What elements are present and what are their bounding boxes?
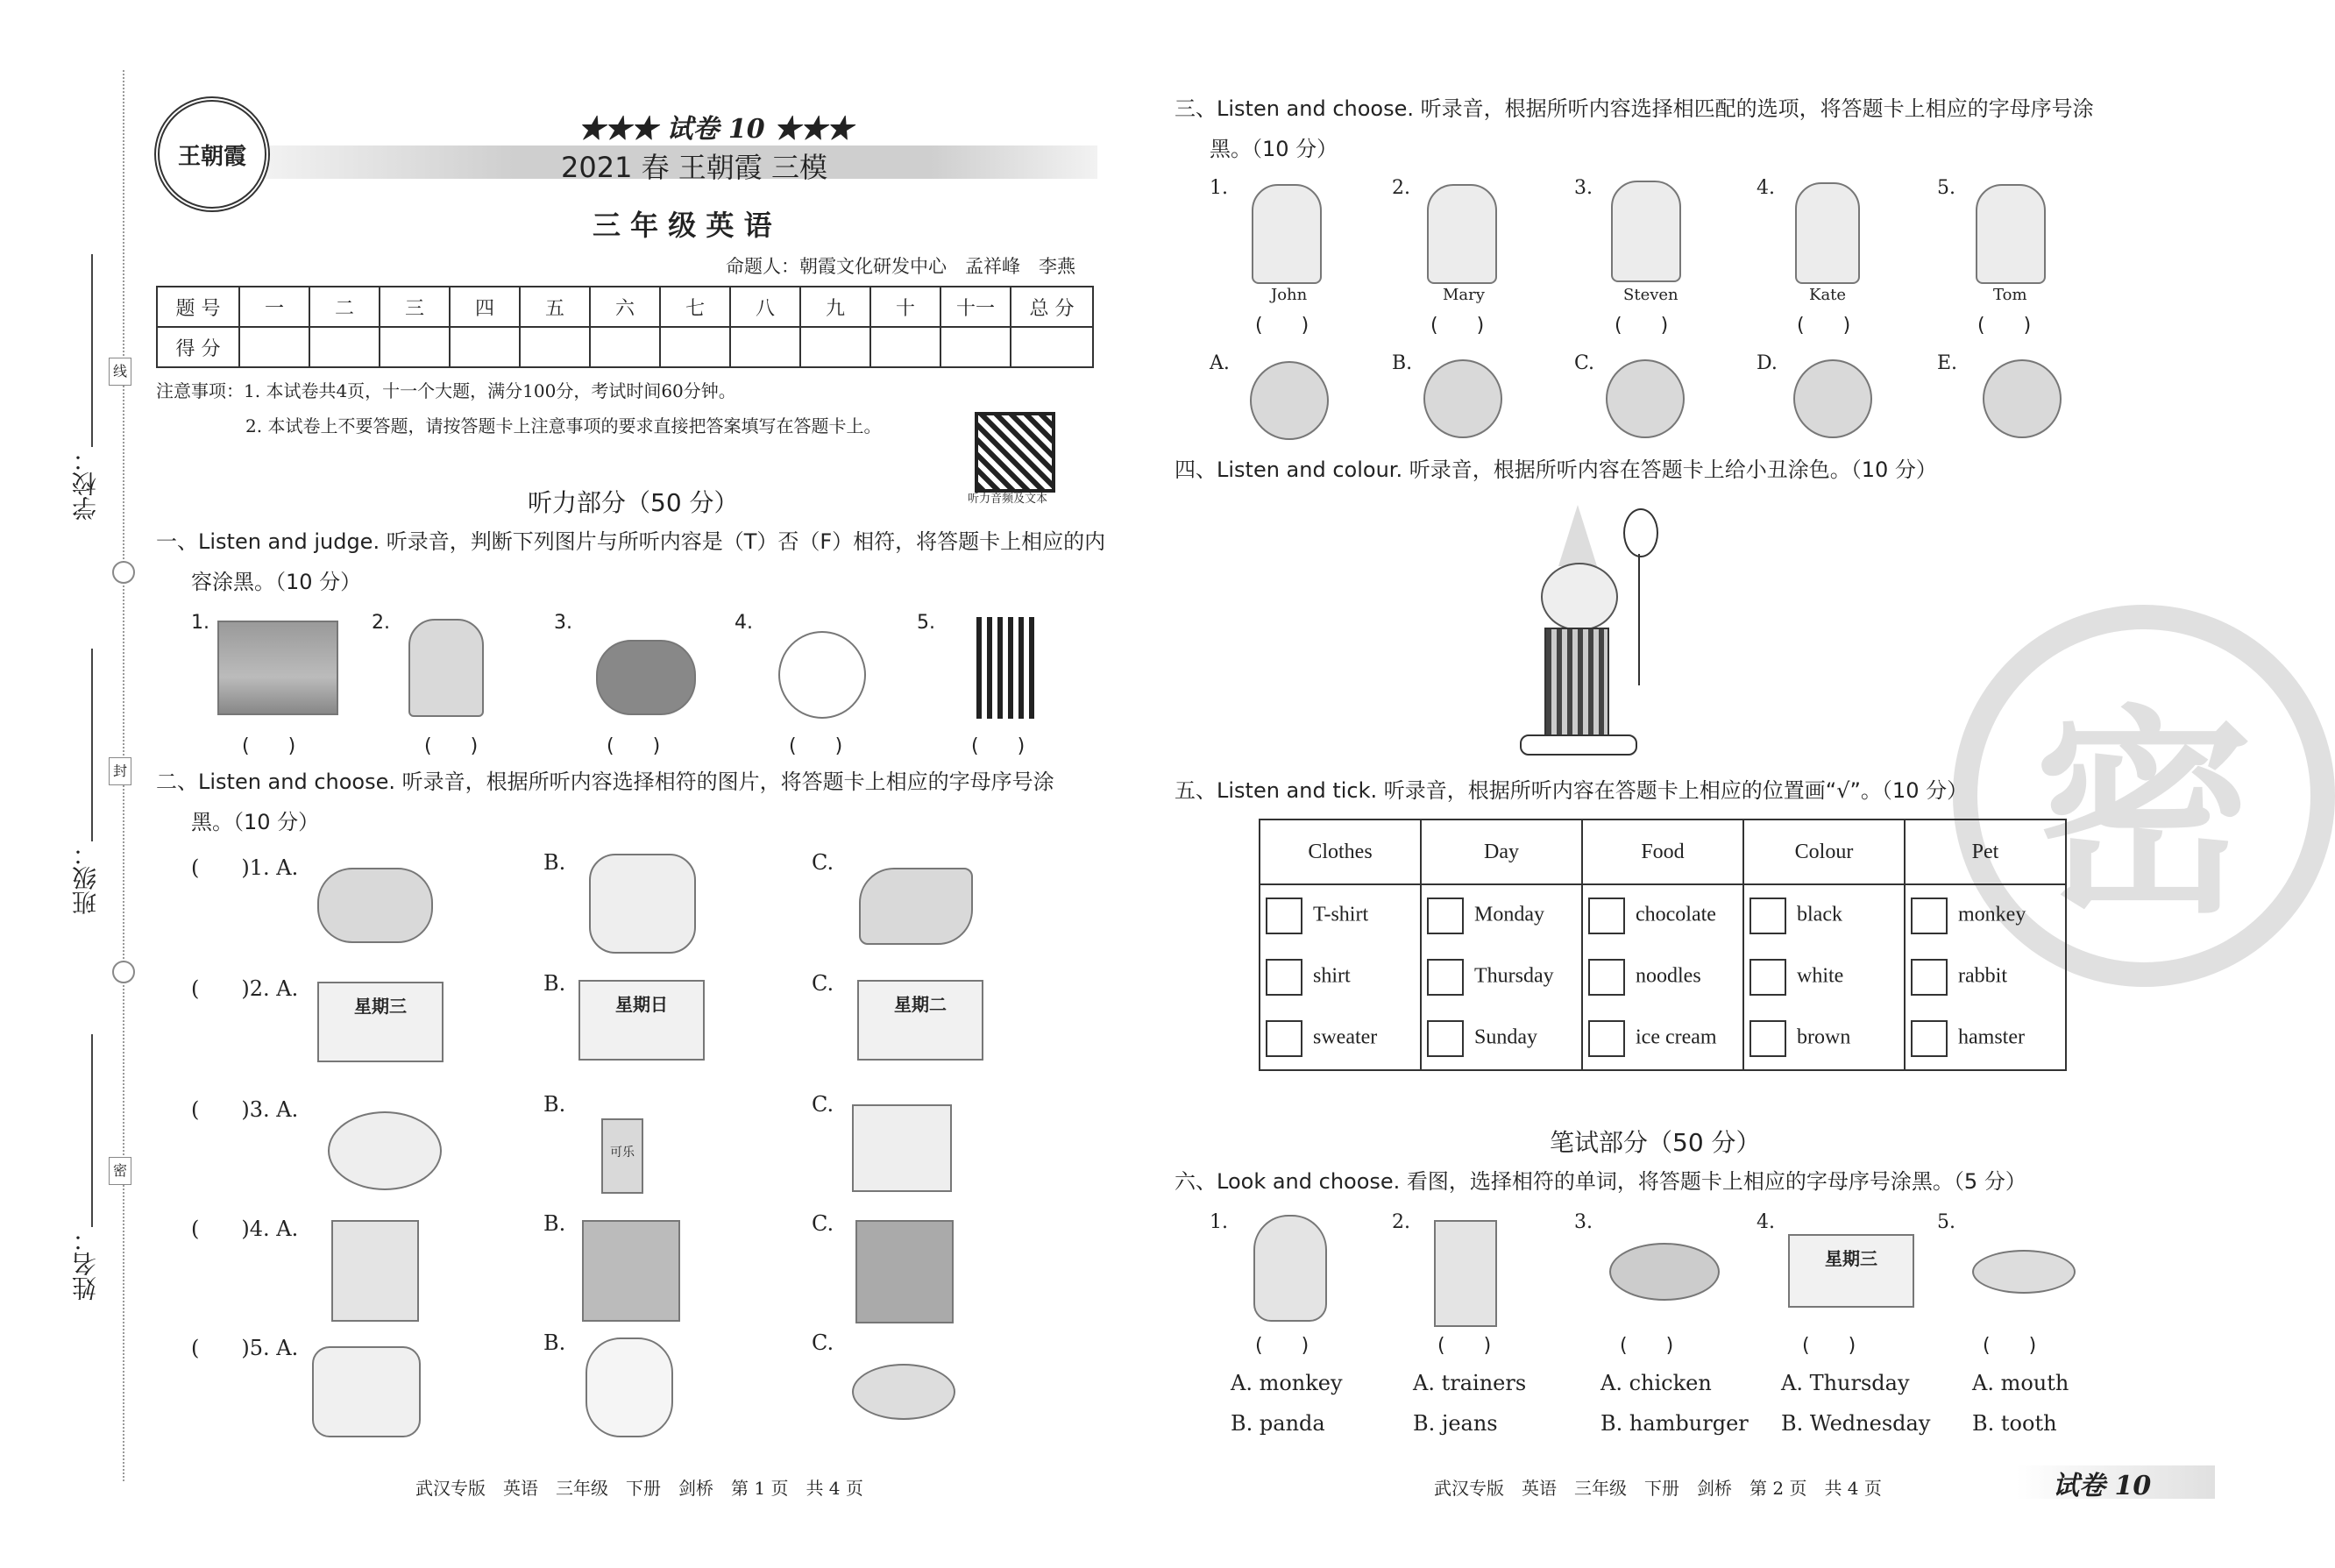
tick-cell[interactable]: white [1743,947,1905,1008]
authors-line: 命题人：朝霞文化研发中心 孟祥峰 李燕 [726,256,1075,277]
brand-seal-logo: 王朝霞 [154,96,270,212]
q1-answer-paren: ( ) [971,735,1026,757]
score-row-label: 得 分 [157,327,239,367]
tick-cell[interactable]: ice cream [1582,1008,1743,1070]
kid-name: Kate [1809,286,1847,304]
tick-header-cell: Food [1582,819,1743,884]
score-header-cell: 二 [309,287,380,327]
boy-john-picture [1252,184,1322,284]
calendar-wednesday-picture: 星期三 [1788,1234,1914,1308]
q6-num: 2. [1392,1211,1410,1233]
q2-option-b: B. [543,850,566,875]
angry-face-icon [1423,359,1502,438]
tick-checkbox[interactable] [1266,898,1302,934]
footer-right: 武汉专版 英语 三年级 下册 剑桥 第 2 页 共 4 页 [1434,1478,1882,1499]
name-line [91,1034,93,1227]
q6-option-b: B. panda [1231,1411,1325,1436]
score-header-cell: 十一 [940,287,1011,327]
score-header-cell: 五 [520,287,590,327]
q3-answer-paren: ( ) [1977,315,2032,337]
cola-cup-picture: 可乐 [601,1118,643,1194]
q6-num: 3. [1574,1211,1593,1233]
q2-option-c: C. [812,850,834,875]
tick-header-cell: Clothes [1260,819,1421,884]
kid-name: Steven [1623,286,1679,304]
tired-face-icon [1793,359,1872,438]
school-label: 学校： [71,447,100,521]
tick-table-header [1260,819,2066,884]
q1-answer-paren: ( ) [607,735,661,757]
q6-instruction: 六、Look and choose. 看图，选择相符的单词，将答题卡上相应的字母序号涂黑。（5 分） [1175,1169,2026,1194]
binding-mark-secret: 密 [109,1157,131,1185]
q3-answer-paren: ( ) [1255,315,1309,337]
score-header-cell: 六 [590,287,660,327]
q6-option-b: B. Wednesday [1781,1411,1931,1436]
notes-line-1: 注意事项：1. 本试卷共4页，十一个大题，满分100分，考试时间60分钟。 [156,380,736,401]
q1-instruction-2: 容涂黑。（10 分） [191,570,362,594]
score-cell[interactable] [309,327,380,367]
boy-tom-picture [1976,184,2046,284]
tick-checkbox[interactable] [1588,1020,1625,1057]
q2-row-number: ( )3. A. [191,1097,299,1122]
tick-checkbox[interactable] [1266,959,1302,996]
q3-num: 4. [1757,177,1775,199]
q2-option-c: C. [812,1330,834,1355]
q6-answer-paren: ( ) [1437,1335,1492,1357]
q6-option-b: B. jeans [1413,1411,1498,1436]
subject-title: 三 年 级 英 语 [593,209,772,242]
q1-answer-paren: ( ) [242,735,296,757]
tick-cell[interactable]: noodles [1582,947,1743,1008]
score-header-cell: 三 [380,287,450,327]
binding-hole-icon [112,561,135,584]
tick-header-cell: Pet [1905,819,2066,884]
tick-cell[interactable]: T-shirt [1260,884,1421,947]
score-cell[interactable] [730,327,800,367]
score-header-cell: 四 [450,287,520,327]
tick-cell[interactable]: Monday [1421,884,1582,947]
tick-cell[interactable]: Sunday [1421,1008,1582,1070]
tick-checkbox[interactable] [1911,898,1948,934]
parrot-picture [859,868,973,945]
night-mountain-picture [217,621,338,715]
tick-cell[interactable]: rabbit [1905,947,2066,1008]
q2-option-c: C. [812,971,834,996]
calendar-tuesday-picture: 星期二 [857,980,983,1061]
tick-checkbox[interactable] [1588,898,1625,934]
monkey-picture [1253,1215,1327,1322]
q6-option-a: A. mouth [1972,1371,2069,1395]
school-line [91,254,93,447]
roast-chicken-picture [1609,1243,1720,1301]
calendar-sunday-picture: 星期日 [578,980,705,1061]
q6-answer-paren: ( ) [1255,1335,1309,1357]
q1-num: 2. [372,612,390,634]
binding-mark-seal: 封 [109,757,131,785]
score-header-cell: 九 [800,287,870,327]
score-cell[interactable] [870,327,940,367]
binding-mark-line: 线 [109,358,131,386]
binding-hole-icon [112,961,135,983]
tick-cell[interactable]: brown [1743,1008,1905,1070]
q6-answer-paren: ( ) [1802,1335,1856,1357]
class-label: 班级： [71,841,100,915]
q6-num: 4. [1757,1211,1775,1233]
face-option-c: C. [1574,352,1595,374]
qr-caption: 听力音频及文本 [968,493,1048,506]
class-line [91,649,93,841]
score-header-cell: 七 [660,287,730,327]
kid-name: Tom [1993,286,2027,304]
q2-option-b: B. [543,1211,566,1236]
score-cell[interactable] [380,327,450,367]
clown-picture [1515,505,1690,759]
tick-header-cell: Colour [1743,819,1905,884]
kid-name: Mary [1443,286,1485,304]
q6-option-a: A. trainers [1413,1371,1527,1395]
hoodie-picture [408,619,484,717]
tick-cell[interactable]: hamster [1905,1008,2066,1070]
tick-checkbox[interactable] [1588,959,1625,996]
listening-section-title: 听力部分（50 分） [528,488,739,517]
writing-section-title: 笔试部分（50 分） [1550,1128,1761,1157]
q3-instruction: 三、Listen and choose. 听录音，根据所听内容选择相匹配的选项，将答题卡上相应的字母序号涂 [1175,96,2094,121]
q2-option-c: C. [812,1092,834,1117]
tick-checkbox[interactable] [1427,959,1464,996]
scared-face-icon [1983,359,2062,438]
q3-answer-paren: ( ) [1797,315,1851,337]
q5-instruction: 五、Listen and tick. 听录音，根据所听内容在答题卡上相应的位置画“√”。（10 分） [1175,778,1969,803]
q1-num: 3. [554,612,572,634]
tick-cell[interactable]: chocolate [1582,884,1743,947]
score-header-cell: 八 [730,287,800,327]
q6-option-b: B. hamburger [1600,1411,1749,1436]
cat-sleeping-picture [855,1220,954,1323]
score-cell[interactable] [450,327,520,367]
footer-left: 武汉专版 英语 三年级 下册 剑桥 第 1 页 共 4 页 [415,1478,863,1499]
score-header-cell: 题 号 [157,287,239,327]
q6-num: 5. [1937,1211,1955,1233]
calendar-wednesday-picture: 星期三 [317,982,444,1062]
ears-picture [586,1337,673,1437]
tick-checkbox[interactable] [1749,898,1786,934]
q1-answer-paren: ( ) [424,735,479,757]
q3-num: 1. [1210,177,1228,199]
q6-option-b: B. tooth [1972,1411,2057,1436]
score-cell[interactable] [520,327,590,367]
q3-num: 5. [1937,177,1955,199]
q3-instruction-2: 黑。（10 分） [1210,137,1338,161]
mouth-teeth-picture [852,1364,955,1420]
score-cell[interactable] [940,327,1011,367]
tick-checkbox[interactable] [1427,1020,1464,1057]
face-option-a: A. [1210,352,1230,374]
tick-checkbox[interactable] [1749,959,1786,996]
score-table [156,286,1094,368]
q2-row-number: ( )1. A. [191,855,299,880]
score-cell[interactable] [1011,327,1093,367]
q2-instruction-2: 黑。（10 分） [191,810,320,834]
q3-num: 3. [1574,177,1593,199]
milk-carton-picture [852,1104,952,1192]
jeans-picture [1434,1220,1497,1327]
face-option-d: D. [1757,352,1778,374]
girl-mary-picture [1427,184,1497,284]
notes-line-2: 2. 本试卷上不要答题，请按答题卡上注意事项的要求直接把答案填写在答题卡上。 [245,415,882,436]
q6-answer-paren: ( ) [1983,1335,2037,1357]
girl-kate-picture [1795,182,1860,284]
q2-row-number: ( )2. A. [191,976,299,1001]
q6-num: 1. [1210,1211,1228,1233]
crying-face-icon [1606,359,1685,438]
paper-number: ★★★ 试卷 10 ★★★ [578,114,854,145]
q6-answer-paren: ( ) [1620,1335,1674,1357]
score-cell[interactable] [800,327,870,367]
qr-code-icon[interactable] [975,412,1055,493]
tick-table [1259,819,2067,1071]
horse-picture [589,854,696,954]
q3-answer-paren: ( ) [1615,315,1669,337]
smiley-face-picture [778,631,866,719]
q2-row-number: ( )4. A. [191,1217,299,1241]
tick-header-cell: Day [1421,819,1582,884]
q1-answer-paren: ( ) [789,735,843,757]
tick-checkbox[interactable] [1911,959,1948,996]
happy-face-icon [1250,361,1329,440]
score-cell[interactable] [590,327,660,367]
tick-table-row [1260,1008,2066,1070]
q3-answer-paren: ( ) [1430,315,1485,337]
cat-standing-picture [331,1220,419,1322]
face-option-e: E. [1937,352,1958,374]
confidential-watermark: 密 [1953,605,2335,987]
q1-num: 4. [735,612,753,634]
tick-checkbox[interactable] [1911,1020,1948,1057]
zebra-picture [976,617,1036,719]
face-option-b: B. [1392,352,1413,374]
cat-on-sofa-picture [582,1220,680,1322]
tick-checkbox[interactable] [1749,1020,1786,1057]
lips-picture [1972,1250,2076,1294]
exam-title: 2021 春 王朝霞 三模 [561,151,827,184]
tick-cell[interactable]: black [1743,884,1905,947]
score-table-header-row [157,287,1093,327]
q2-row-number: ( )5. A. [191,1336,299,1360]
score-cell[interactable] [239,327,309,367]
q1-instruction: 一、Listen and judge. 听录音，判断下列图片与所听内容是（T）否（F）相符，将答题卡上相应的内 [156,529,1106,554]
tick-checkbox[interactable] [1427,898,1464,934]
q6-option-a: A. Thursday [1781,1371,1910,1395]
tick-table-row [1260,884,2066,947]
footer-paper-tag: 试卷 10 [2053,1471,2152,1501]
shoulders-picture [312,1346,421,1437]
score-table-score-row [157,327,1093,367]
q2-option-c: C. [812,1211,834,1236]
boy-steven-picture [1611,181,1681,282]
tick-cell[interactable]: shirt [1260,947,1421,1008]
kid-name: John [1271,286,1308,304]
tick-cell[interactable]: sweater [1260,1008,1421,1070]
q2-option-b: B. [543,1092,566,1117]
tick-cell[interactable]: Thursday [1421,947,1582,1008]
hair-picture [596,640,696,715]
name-label: 姓名： [71,1227,100,1301]
score-header-cell: 十 [870,287,940,327]
q4-instruction: 四、Listen and colour. 听录音，根据所听内容在答题卡上给小丑涂色。（10 分） [1175,458,1937,482]
tick-table-row [1260,947,2066,1008]
q2-instruction: 二、Listen and choose. 听录音，根据所听内容选择相符的图片，将答题卡上相应的字母序号涂 [156,770,1054,794]
score-cell[interactable] [660,327,730,367]
score-header-cell: 总 分 [1011,287,1093,327]
q2-option-b: B. [543,971,566,996]
q2-option-b: B. [543,1330,566,1355]
score-header-cell: 一 [239,287,309,327]
tick-checkbox[interactable] [1266,1020,1302,1057]
q1-num: 1. [191,612,209,634]
q3-num: 2. [1392,177,1410,199]
tea-cup-picture [328,1111,442,1190]
q1-num: 5. [917,612,935,634]
tiger-picture [317,868,433,943]
q6-option-a: A. chicken [1600,1371,1712,1395]
q6-option-a: A. monkey [1231,1371,1343,1395]
tick-cell[interactable]: monkey [1905,884,2066,947]
